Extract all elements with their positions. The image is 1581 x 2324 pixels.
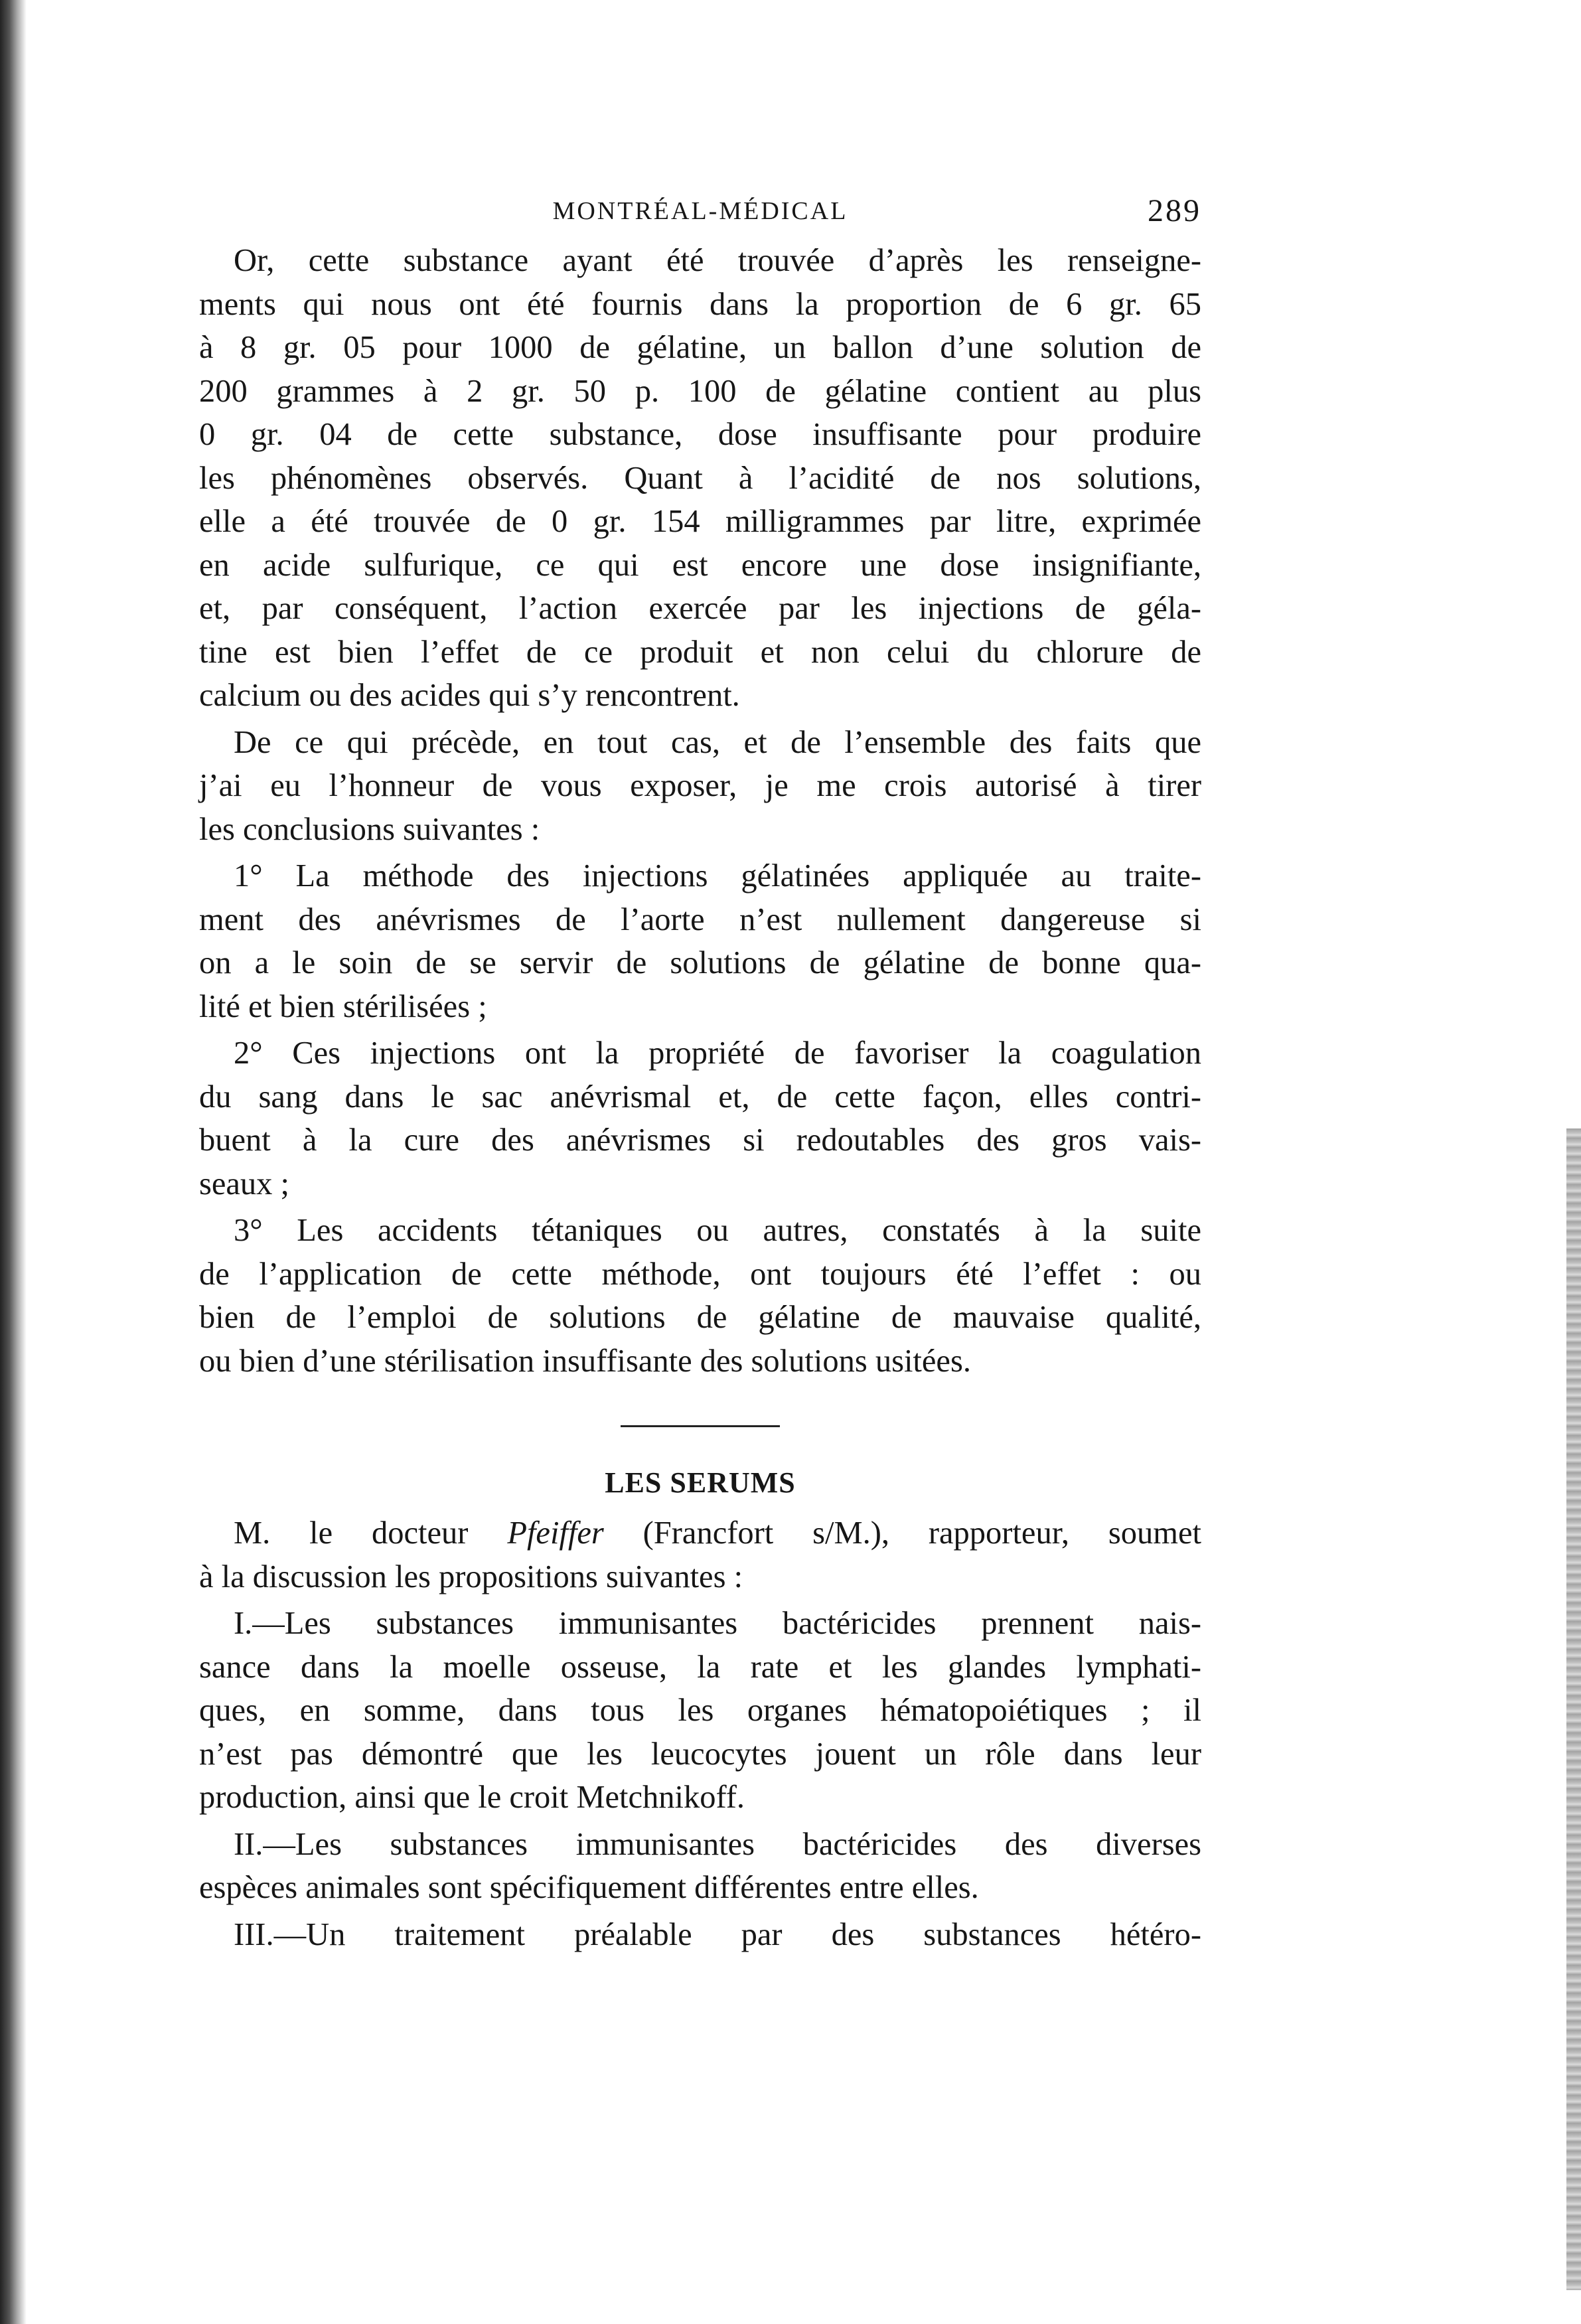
- proposition-2: [199, 1823, 1201, 1910]
- text-line: j’ai eu l’honneur de vous exposer, je me crois autorisé à tirer: [199, 768, 1201, 803]
- conclusion-3: [199, 1209, 1201, 1383]
- text-line: bien de l’emploi de solutions de gélatine de mauvaise qualité,: [199, 1300, 1201, 1335]
- text-line: et, par conséquent, l’action exercée par les injections de géla-: [199, 591, 1201, 626]
- text-line: 1° La méthode des injections gélatinées appliquée au traite-: [234, 858, 1201, 893]
- section-divider: [621, 1425, 780, 1427]
- text-line: ou bien d’une stérilisation insuffisante des solutions usitées.: [199, 1343, 971, 1379]
- text-line: seaux ;: [199, 1166, 290, 1201]
- text-line: I.—Les substances immunisantes bactéricides prennent nais-: [234, 1606, 1201, 1641]
- running-head: [199, 193, 1201, 239]
- text-line: les phénomènes observés. Quant à l’acidité de nos solutions,: [199, 460, 1201, 496]
- proposition-1: [199, 1602, 1201, 1820]
- text-line: [199, 1511, 1201, 1555]
- conclusion-2: [199, 1032, 1201, 1205]
- scan-edge-right: [1566, 1128, 1581, 2290]
- page: [199, 193, 1201, 1956]
- text-line: 2° Ces injections ont la propriété de favoriser la coagulation: [234, 1036, 1201, 1071]
- text-line: on a le soin de se servir de solutions de gélatine de bonne qua-: [199, 945, 1201, 980]
- text-line: n’est pas démontré que les leucocytes jouent un rôle dans leur: [199, 1736, 1201, 1772]
- text-fragment: (Francfort s/M.), rapporteur, soumet: [603, 1515, 1202, 1551]
- page-number: 289: [1148, 193, 1201, 228]
- author-name: Pfeiffer: [507, 1515, 604, 1551]
- text-line: espèces animales sont spécifiquement différentes entre elles.: [199, 1870, 979, 1905]
- text-line: 200 grammes à 2 gr. 50 p. 100 de gélatine contient au plus: [199, 373, 1201, 409]
- paragraph-gelatine-analysis: [199, 239, 1201, 718]
- text-line: elle a été trouvée de 0 gr. 154 milligrammes par litre, exprimée: [199, 504, 1201, 539]
- conclusion-1: [199, 854, 1201, 1028]
- text-line: à 8 gr. 05 pour 1000 de gélatine, un ballon d’une solution de: [199, 330, 1201, 365]
- text-line: ment des anévrismes de l’aorte n’est nullement dangereuse si: [199, 901, 1201, 937]
- text-line: De ce qui précède, en tout cas, et de l’ensemble des faits que: [234, 724, 1201, 760]
- running-title: MONTRÉAL-MÉDICAL: [552, 197, 848, 225]
- text-line: de l’application de cette méthode, ont toujours été l’effet : ou: [199, 1256, 1201, 1292]
- text-line: à la discussion les propositions suivantes :: [199, 1559, 743, 1594]
- text-line: en acide sulfurique, ce qui est encore une dose insignifiante,: [199, 547, 1201, 583]
- section-title: LES SERUMS: [605, 1466, 796, 1499]
- text-line: III.—Un traitement préalable par des substances hétéro-: [234, 1916, 1201, 1952]
- text-line: les conclusions suivantes :: [199, 811, 540, 847]
- text-fragment: M. le docteur: [234, 1515, 508, 1551]
- text-line: II.—Les substances immunisantes bactéricides des diverses: [234, 1826, 1201, 1862]
- text-line: du sang dans le sac anévrismal et, de cette façon, elles contri-: [199, 1079, 1201, 1115]
- text-line: calcium ou des acides qui s’y rencontrent.: [199, 678, 740, 713]
- body-text: [199, 239, 1201, 1956]
- proposition-3: [199, 1913, 1201, 1957]
- text-line: tine est bien l’effet de ce produit et non celui du chlorure de: [199, 634, 1201, 670]
- text-line: 0 gr. 04 de cette substance, dose insuffisante pour produire: [199, 417, 1201, 452]
- text-line: 3° Les accidents tétaniques ou autres, constatés à la suite: [234, 1213, 1201, 1248]
- text-line: lité et bien stérilisées ;: [199, 988, 487, 1024]
- text-line: ques, en somme, dans tous les organes hématopoiétiques ; il: [199, 1693, 1201, 1728]
- paragraph-pfeiffer-intro: [199, 1511, 1201, 1598]
- text-line: Or, cette substance ayant été trouvée d’après les renseigne-: [234, 243, 1201, 278]
- text-line: production, ainsi que le croit Metchnikoff.: [199, 1780, 745, 1815]
- text-line: buent à la cure des anévrismes si redoutables des gros vais-: [199, 1123, 1201, 1158]
- paragraph-conclusions-intro: [199, 721, 1201, 852]
- scan-edge-left: [0, 0, 27, 2324]
- text-line: sance dans la moelle osseuse, la rate et les glandes lymphati-: [199, 1649, 1201, 1685]
- text-line: ments qui nous ont été fournis dans la proportion de 6 gr. 65: [199, 286, 1201, 322]
